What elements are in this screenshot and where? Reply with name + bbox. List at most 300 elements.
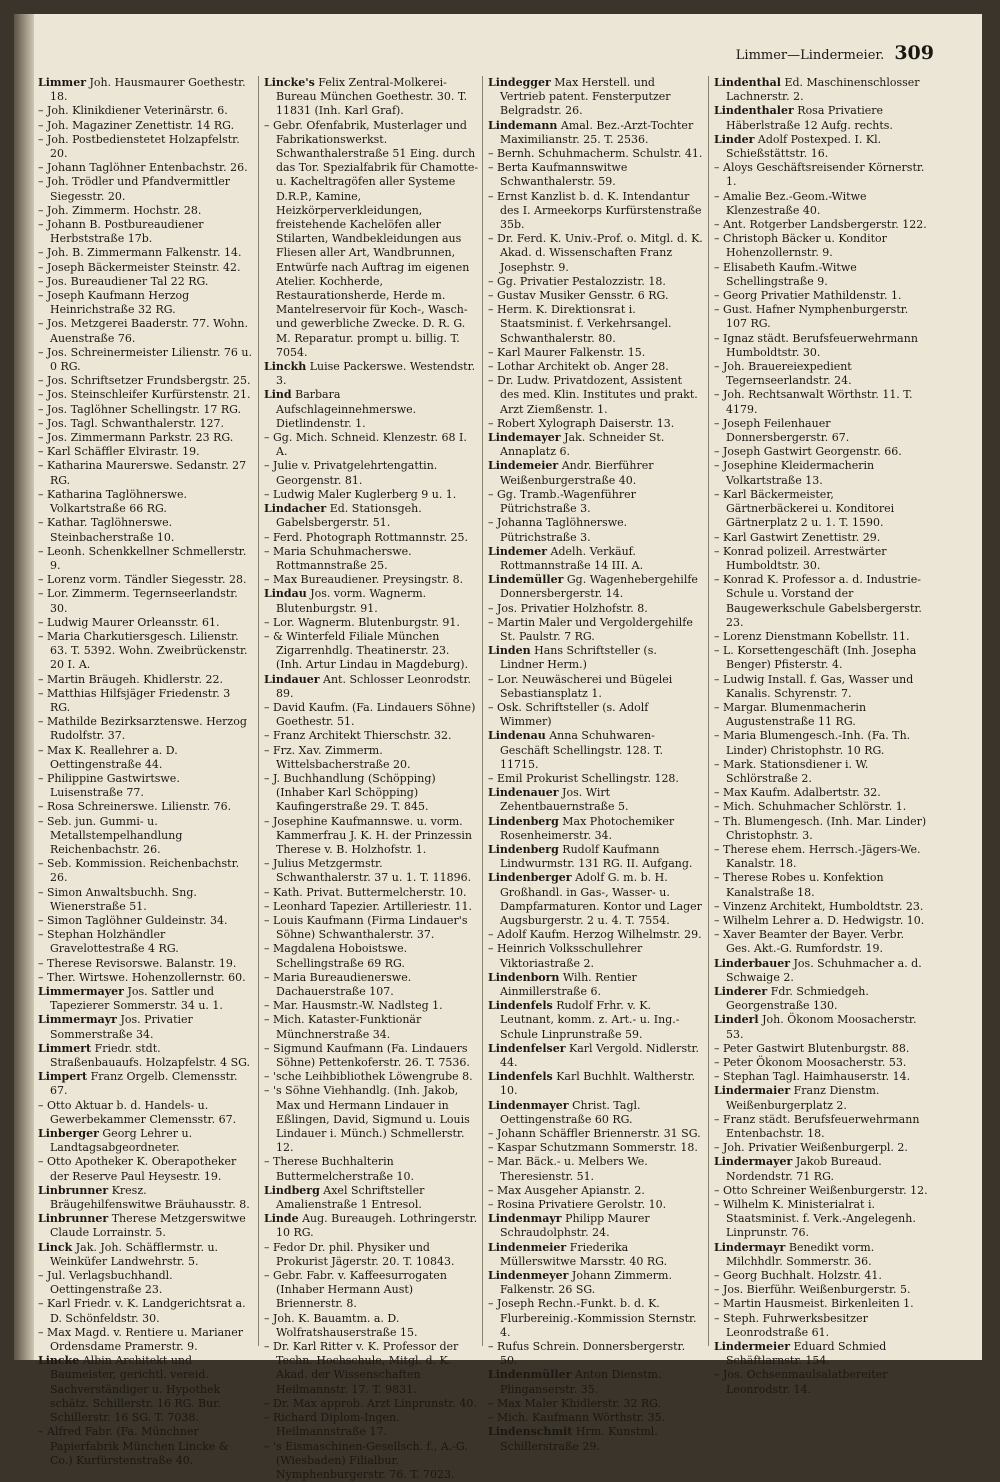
directory-entry (488, 545, 703, 573)
directory-entry (264, 1397, 479, 1411)
directory-entry (264, 573, 479, 587)
entry-text: – Max Maler Khidlerstr. 32 RG. (488, 1397, 661, 1410)
directory-entry (488, 1269, 703, 1297)
entry-text: – Matthias Hilfsjäger Friedenstr. 3 RG. (38, 687, 230, 714)
directory-entry (38, 914, 253, 928)
directory-entry (488, 772, 703, 786)
directory-entry (714, 1198, 929, 1241)
entry-text: Aug. Bureaugeh. Lothringerstr. 10 RG. (276, 1212, 477, 1239)
directory-entry (264, 531, 479, 545)
entry-text: Karl Buchhlt. Waltherstr. 10. (500, 1070, 695, 1097)
directory-entry (264, 1184, 479, 1212)
entry-surname: Linckh (264, 360, 306, 373)
entry-text: – Seb. jun. Gummi- u. Metallstempelhandlung Reichenbachstr. 26. (38, 815, 182, 856)
directory-entry (38, 985, 253, 1013)
directory-entry (488, 1411, 703, 1425)
entry-surname: Lincke's (264, 76, 315, 89)
directory-entry (488, 928, 703, 942)
entry-text: – Martin Maler und Vergoldergehilfe St. Paulstr. 7 RG. (488, 616, 693, 643)
directory-entry (38, 957, 253, 971)
directory-entry (264, 630, 479, 673)
entry-text: – Maria Bureaudienerswe. Dachauerstraße 107. (264, 971, 411, 998)
directory-entry (264, 1013, 479, 1041)
directory-entry (488, 815, 703, 843)
entry-text: – Lor. Neuwäscherei und Bügelei Sebastiansplatz 1. (488, 673, 672, 700)
entry-text: Georg Lehrer u. Landtagsabgeordneter. (50, 1127, 192, 1154)
entry-text: Adolf G. m. b. H. Großhandl. in Gas-, Wasser- u. Dampfarmaturen. Kontor und Lager Augsburgerstr. 2 u. 4. T. 7554. (500, 871, 702, 927)
entry-text: – Julie v. Privatgelehrtengattin. Georgenstr. 81. (264, 459, 437, 486)
entry-text: Jak. Joh. Schäfflermstr. u. Weinküfer Landwehrstr. 5. (50, 1241, 218, 1268)
directory-entry (714, 1013, 929, 1041)
directory-entry (488, 843, 703, 871)
entry-text: – Gebr. Ofenfabrik, Musterlager und Fabrikationswerkst. Schwanthalerstraße 51 Eing. durch das Tor. Spezialfabrik für Chamotte- u. Kacheltragöfen aller Systeme D.R.P., Kamine, Heizkörperverkleidungen, freistehende Kachelöfen aller Stilarten, Wandbekleidungen aus Fliesen aller Art, Wandbrunnen, Entwürfe nach Auftrag im eigenen Atelier. Kochherde, Restaurationsherde, Herde m. Mantelreservoir für Koch-, Wasch- und gewerbliche Zwecke. D. R. G. M. Reparatur. prompt u. billig. T. 7054. (264, 119, 478, 359)
directory-entry (264, 616, 479, 630)
directory-entry (488, 1340, 703, 1368)
column-4 (714, 76, 929, 1346)
directory-entry (488, 161, 703, 189)
directory-entry (38, 275, 253, 289)
entry-text: – 's Söhne Viehhandlg. (Inh. Jakob, Max und Hermann Lindauer in Eßlingen, David, Sigmund u. Louis Lindauer i. Münch.) Schmellerstr. 12. (264, 1084, 470, 1154)
directory-entry (38, 815, 253, 858)
directory-entry (488, 1127, 703, 1141)
directory-entry (264, 673, 479, 701)
directory-entry (488, 1368, 703, 1396)
entry-text: – Joh. Zimmerm. Hochstr. 28. (38, 204, 201, 217)
directory-entry (264, 1411, 479, 1439)
entry-text: Franz Dienstm. Weißenburgerplatz 2. (726, 1084, 879, 1111)
entry-text: – Philippine Gastwirtswe. Luisenstraße 77. (38, 772, 180, 799)
directory-entry (714, 928, 929, 956)
directory-entry (714, 1070, 929, 1084)
entry-text: Gg. Wagenhebergehilfe Donnersbergerstr. 14. (500, 573, 698, 600)
entry-text: – Karl Friedr. v. K. Landgerichtsrat a. D. Schönfeldstr. 30. (38, 1297, 246, 1324)
entry-text: – Joh. Klinikdiener Veterinärstr. 6. (38, 104, 228, 117)
directory-entry (714, 843, 929, 871)
directory-entry (488, 275, 703, 289)
directory-entry (38, 1184, 253, 1212)
directory-entry (264, 1212, 479, 1240)
entry-surname: Linde (264, 1212, 299, 1225)
directory-entry (38, 76, 253, 104)
entry-text: – Wilhelm K. Ministerialrat i. Staatsminist. f. Verk.-Angelegenh. Linprunstr. 76. (714, 1198, 916, 1239)
directory-entry (488, 673, 703, 701)
entry-text: – Lor. Zimmerm. Tegernseerlandstr. 30. (38, 587, 238, 614)
entry-text: Max Herstell. und Vertrieb patent. Fensterputzer Belgradstr. 26. (500, 76, 671, 117)
entry-text: – Otto Aktuar b. d. Handels- u. Gewerbekammer Clemensstr. 67. (38, 1099, 236, 1126)
entry-text: – Konrad polizeil. Arrestwärter Humboldtstr. 30. (714, 545, 886, 572)
entry-text: – Gg. Tramb.-Wagenführer Pütrichstraße 3. (488, 488, 636, 515)
entry-text: Felix Zentral-Molkerei-Bureau München Goethestr. 30. T. 11831 (Inh. Karl Graf). (276, 76, 467, 117)
entry-text: – Ludwig Maurer Orleansstr. 61. (38, 616, 220, 629)
page-number: 309 (894, 42, 934, 64)
directory-entry (264, 488, 479, 502)
directory-entry (264, 1070, 479, 1084)
entry-text: – Georg Buchhalt. Holzstr. 41. (714, 1269, 882, 1282)
entry-text: – Kaspar Schutzmann Sommerstr. 18. (488, 1141, 698, 1154)
entry-text: – Jos. Zimmermann Parkstr. 23 RG. (38, 431, 233, 444)
entry-text: – Maria Charkutiersgesch. Lilienstr. 63. T. 5392. Wohn. Zweibrückenstr. 20 I. A. (38, 630, 248, 671)
entry-text: – Jos. Bureaudiener Tal 22 RG. (38, 275, 208, 288)
entry-text: Rosa Privatiere Häberlstraße 12 Aufg. rechts. (726, 104, 893, 131)
entry-text: – Peter Ökonom Moosacherstr. 53. (714, 1056, 906, 1069)
directory-entry (714, 190, 929, 218)
directory-entry (38, 218, 253, 246)
entry-surname: Limmer (38, 76, 86, 89)
entry-text: – Josephine Kleidermacherin Volkartstraße 13. (714, 459, 874, 486)
directory-entry (488, 76, 703, 119)
entry-text: Jos. Wirt Zehentbauernstraße 5. (500, 786, 629, 813)
entry-text: – Lorenz vorm. Tändler Siegesstr. 28. (38, 573, 246, 586)
entry-text: – Wilhelm Lehrer a. D. Hedwigstr. 10. (714, 914, 924, 927)
directory-entry (714, 1113, 929, 1141)
entry-surname: Lindermayer (714, 1155, 792, 1168)
entry-text: – Richard Diplom-Ingen. Heilmannstraße 17. (264, 1411, 400, 1438)
entry-text: – Leonh. Schenkkellner Schmellerstr. 9. (38, 545, 246, 572)
entry-text: – Joh. Postbedienstetet Holzapfelstr. 20. (38, 133, 240, 160)
directory-entry (264, 587, 479, 615)
entry-text: Anton Dienstm. Plinganserstr. 35. (500, 1368, 661, 1395)
entry-text: – J. Buchhandlung (Schöpping) (Inhaber Karl Schöpping) Kaufingerstraße 29. T. 845. (264, 772, 436, 813)
entry-text: Wilh. Rentier Ainmillerstraße 6. (500, 971, 637, 998)
entry-text: – Jos. Tagl. Schwanthalerstr. 127. (38, 417, 224, 430)
directory-entry (264, 744, 479, 772)
directory-entry (488, 516, 703, 544)
entry-text: – Johanna Taglöhnerswe. Pütrichstraße 3. (488, 516, 627, 543)
entry-text: – Therese Robes u. Konfektion Kanalstraße 18. (714, 871, 884, 898)
directory-entry (38, 687, 253, 715)
entry-text: – Gg. Privatier Pestalozzistr. 18. (488, 275, 666, 288)
directory-entry (488, 303, 703, 346)
entry-text: – Max Magd. v. Rentiere u. Marianer Ordensdame Pramerstr. 9. (38, 1326, 243, 1353)
entry-text: Hans Schriftsteller (s. Lindner Herm.) (500, 644, 657, 671)
directory-entry (488, 701, 703, 729)
entry-text: – Ignaz städt. Berufsfeuerwehrmann Humboldtstr. 30. (714, 332, 918, 359)
entry-text: – Mich. Kataster-Funktionär Münchnerstraße 34. (264, 1013, 421, 1040)
directory-entry (264, 1269, 479, 1312)
entry-surname: Linderl (714, 1013, 759, 1026)
directory-entry (714, 786, 929, 800)
directory-entry (714, 1241, 929, 1269)
directory-entry (488, 346, 703, 360)
entry-surname: Lindacher (264, 502, 326, 515)
entry-text: – Maria Schuhmacherswe. Rottmannstraße 25. (264, 545, 412, 572)
entry-surname: Linden (488, 644, 531, 657)
entry-text: – Elisabeth Kaufm.-Witwe Schellingstraße 9. (714, 261, 857, 288)
entry-text: – Therese Revisorswe. Balanstr. 19. (38, 957, 236, 970)
entry-text: Kresz. Bräugehilfenswitwe Bräuhausstr. 8. (50, 1184, 250, 1211)
entry-text: – Xaver Beamter der Bayer. Verbr. Ges. Akt.-G. Rumfordstr. 19. (714, 928, 904, 955)
directory-entry (488, 1099, 703, 1127)
directory-entry (714, 388, 929, 416)
entry-surname: Lindenmüller (488, 1368, 571, 1381)
entry-text: Hrm. Kunstml. Schillerstraße 29. (500, 1425, 658, 1452)
entry-text: – Johann B. Postbureaudiener Herbststraße 17b. (38, 218, 204, 245)
entry-surname: Lindegger (488, 76, 551, 89)
directory-entry (38, 175, 253, 203)
entry-text: – Kath. Privat. Buttermelcherstr. 10. (264, 886, 467, 899)
directory-entry (488, 573, 703, 601)
entry-text: – Ludwig Install. f. Gas, Wasser und Kanalis. Schyrenstr. 7. (714, 673, 913, 700)
entry-text: – Margar. Blumenmacherin Augustenstraße 11 RG. (714, 701, 866, 728)
directory-entry (714, 1368, 929, 1396)
entry-text: – Karl Bäckermeister, Gärtnerbäckerei u. Konditorei Gärtnerplatz 2 u. 1. T. 1590. (714, 488, 894, 529)
entry-text: – Leonhard Tapezier. Artilleriestr. 11. (264, 900, 472, 913)
directory-entry (38, 417, 253, 431)
directory-entry (264, 1340, 479, 1397)
entry-surname: Lindauer (264, 673, 320, 686)
directory-entry (38, 857, 253, 885)
directory-entry (488, 1425, 703, 1453)
directory-entry (714, 289, 929, 303)
entry-surname: Limmert (38, 1042, 91, 1055)
directory-entry (38, 1354, 253, 1425)
directory-entry (38, 1127, 253, 1155)
entry-surname: Lindenthal (714, 76, 781, 89)
directory-entry (714, 1056, 929, 1070)
entry-text: – Franz städt. Berufsfeuerwehrmann Entenbachstr. 18. (714, 1113, 919, 1140)
directory-entry (38, 161, 253, 175)
entry-text: – Joseph Kaufmann Herzog Heinrichstraße 32 RG. (38, 289, 189, 316)
binding-gutter (14, 14, 34, 1360)
directory-entry (488, 1155, 703, 1183)
directory-entry (264, 701, 479, 729)
column-rule (708, 76, 709, 1346)
directory-entry (714, 360, 929, 388)
directory-entry (714, 1283, 929, 1297)
running-title: Limmer—Lindermeier. (736, 48, 885, 63)
entry-text: Rudolf Frhr. v. K. Leutnant, komm. z. Art.- u. Ing.-Schule Linprunstraße 59. (500, 999, 680, 1040)
directory-entry (714, 729, 929, 757)
entry-text: – Dr. Max approb. Arzt Linprunstr. 40. (264, 1397, 477, 1410)
entry-text: – Max K. Reallehrer a. D. Oettingenstraße 44. (38, 744, 178, 771)
directory-entry (38, 516, 253, 544)
directory-entry (38, 317, 253, 345)
entry-surname: Lindermeier (714, 1340, 790, 1353)
entry-text: – Ther. Wirtswe. Hohenzollernstr. 60. (38, 971, 246, 984)
directory-entry (488, 786, 703, 814)
directory-entry (714, 104, 929, 132)
entry-text: – Lor. Wagnerm. Blutenburgstr. 91. (264, 616, 460, 629)
directory-entry (488, 1241, 703, 1269)
entry-text: – Therese ehem. Herrsch.-Jägers-We. Kanalstr. 18. (714, 843, 921, 870)
entry-text: – Jos. Schreinermeister Lilienstr. 76 u. 0 RG. (38, 346, 252, 373)
directory-entry (714, 1269, 929, 1283)
entry-text: – Max Bureaudiener. Preysingstr. 8. (264, 573, 463, 586)
directory-entry (38, 772, 253, 800)
entry-text: Jak. Schneider St. Annaplatz 6. (500, 431, 664, 458)
entry-text: – Gustav Musiker Gensstr. 6 RG. (488, 289, 668, 302)
entry-text: – Joh. K. Bauamtm. a. D. Wolfratshauserstraße 15. (264, 1312, 418, 1339)
directory-entry (714, 531, 929, 545)
entry-text: – Jos. Privatier Holzhofstr. 8. (488, 602, 648, 615)
directory-entry (264, 1042, 479, 1070)
entry-text: Axel Schriftsteller Amalienstraße 1 Entresol. (276, 1184, 424, 1211)
entry-surname: Lindenthaler (714, 104, 794, 117)
entry-text: – Mich. Schuhmacher Schlörstr. 1. (714, 800, 906, 813)
directory-entry (488, 1042, 703, 1070)
directory-entry (38, 104, 253, 118)
entry-text: – Dr. Karl Ritter v. K. Professor der Techn. Hochschule, Mitgl. d. K. Akad. der Wissenschaften Heilmannstr. 17. T. 9831. (264, 1340, 458, 1396)
directory-entry (38, 459, 253, 487)
entry-text: – Julius Metzgermstr. Schwanthalerstr. 37 u. 1. T. 11896. (264, 857, 471, 884)
directory-entry (488, 119, 703, 147)
directory-entry (264, 815, 479, 858)
entry-text: – Lorenz Dienstmann Kobellstr. 11. (714, 630, 909, 643)
directory-entry (714, 218, 929, 232)
directory-entry (714, 630, 929, 644)
entry-surname: Linder (714, 133, 754, 146)
entry-surname: Lindemeier (488, 459, 558, 472)
entry-text: – Jul. Verlagsbuchhandl. Oettingenstraße 23. (38, 1269, 173, 1296)
entry-text: – Jos. Schriftsetzer Frundsbergstr. 25. (38, 374, 251, 387)
directory-entry (264, 729, 479, 743)
entry-surname: Lindermayr (714, 1241, 785, 1254)
directory-entry (488, 999, 703, 1042)
entry-surname: Lindenfelser (488, 1042, 566, 1055)
entry-surname: Lindenfels (488, 999, 553, 1012)
entry-text: – Lothar Architekt ob. Anger 28. (488, 360, 669, 373)
directory-entry (488, 488, 703, 516)
directory-entry (714, 815, 929, 843)
directory-entry (264, 1241, 479, 1269)
entry-surname: Lindberg (264, 1184, 320, 1197)
entry-text: Therese Metzgerswitwe Claude Lorrainstr. 5. (50, 1212, 246, 1239)
directory-entry (488, 1141, 703, 1155)
directory-entry (714, 1141, 929, 1155)
directory-entry (38, 673, 253, 687)
directory-entry (488, 431, 703, 459)
entry-text: – 'sche Leihbibliothek Löwengrube 8. (264, 1070, 473, 1083)
directory-entry (714, 644, 929, 672)
directory-entry (264, 388, 479, 431)
entry-text: – Joh. Trödler und Pfandvermittler Siegesstr. 20. (38, 175, 230, 202)
entry-surname: Lindenberg (488, 843, 559, 856)
directory-entry (714, 1042, 929, 1056)
entry-text: Franz Orgelb. Clemensstr. 67. (50, 1070, 238, 1097)
directory-entry (264, 1440, 479, 1482)
directory-entry (38, 1269, 253, 1297)
directory-entry (38, 445, 253, 459)
directory-entry (264, 1084, 479, 1155)
directory-entry (38, 204, 253, 218)
entry-text: – Mar. Bäck.- u. Melbers We. Theresienstr. 51. (488, 1155, 648, 1182)
directory-entry (38, 1042, 253, 1070)
entry-surname: Limmermayr (38, 1013, 117, 1026)
directory-entry (38, 545, 253, 573)
entry-text: – 's Eismaschinen-Gesellsch. f., A.-G. (Wiesbaden) Filialbur. Nymphenburgerstr. 76. T. 7023. (264, 1440, 468, 1481)
directory-entry (264, 1155, 479, 1183)
entry-text: Adelh. Verkäuf. Rottmannstraße 14 III. A. (500, 545, 643, 572)
directory-entry (38, 800, 253, 814)
entry-text: Fdr. Schmiedgeh. Georgenstraße 130. (726, 985, 869, 1012)
entry-text: Max Photochemiker Rosenheimerstr. 34. (500, 815, 674, 842)
entry-text: – Johann Schäffler Briennerstr. 31 SG. (488, 1127, 701, 1140)
entry-text: Ed. Maschinenschlosser Lachnerstr. 2. (726, 76, 920, 103)
entry-text: – Katharina Maurerswe. Sedanstr. 27 RG. (38, 459, 246, 486)
entry-text: – Jos. Taglöhner Schellingstr. 17 RG. (38, 403, 241, 416)
entry-surname: Linck (38, 1241, 72, 1254)
directory-entry (488, 616, 703, 644)
entry-surname: Lindau (264, 587, 307, 600)
directory-entry (38, 1155, 253, 1183)
entry-surname: Lindenmayr (488, 1212, 562, 1225)
directory-entry (38, 261, 253, 275)
directory-entry (264, 999, 479, 1013)
entry-text: – Aloys Geschäftsreisender Körnerstr. 1. (714, 161, 924, 188)
directory-entry (714, 488, 929, 531)
directory-entry (488, 1397, 703, 1411)
directory-entry (264, 857, 479, 885)
entry-surname: Lindemer (488, 545, 547, 558)
directory-entry (264, 459, 479, 487)
directory-entry (488, 644, 703, 672)
directory-entry (488, 1198, 703, 1212)
entry-text: – Vinzenz Architekt, Humboldtstr. 23. (714, 900, 923, 913)
directory-entry (38, 1212, 253, 1240)
directory-entry (488, 971, 703, 999)
entry-text: – Karl Gastwirt Zenettistr. 29. (714, 531, 880, 544)
directory-entry (488, 147, 703, 161)
directory-entry (714, 900, 929, 914)
entry-text: Jakob Bureaud. Nordendstr. 71 RG. (726, 1155, 882, 1182)
entry-text: Jos. Privatier Sommerstraße 34. (50, 1013, 193, 1040)
entry-text: – Gebr. Fabr. v. Kaffeesurrogaten (Inhaber Hermann Aust) Briennerstr. 8. (264, 1269, 447, 1310)
entry-text: – Jos. Ochsenmaulsalatbereiter Leonrodstr. 14. (714, 1368, 888, 1395)
directory-entry (264, 886, 479, 900)
column-rule (482, 76, 483, 1346)
entry-text: – Magdalena Hoboistswe. Schellingstraße 69 RG. (264, 942, 407, 969)
directory-entry (714, 261, 929, 289)
entry-surname: Lindenau (488, 729, 546, 742)
entry-text: Adolf Postexped. I. Kl. Schießstättstr. 16. (726, 133, 881, 160)
entry-text: – David Kaufm. (Fa. Lindauers Söhne) Goethestr. 51. (264, 701, 475, 728)
directory-entry (264, 914, 479, 942)
entry-text: – Karl Maurer Falkenstr. 15. (488, 346, 645, 359)
entry-text: – L. Korsettengeschäft (Inh. Josepha Benger) Pfisterstr. 4. (714, 644, 916, 671)
entry-text: – Joseph Feilenhauer Donnersbergerstr. 67. (714, 417, 849, 444)
directory-entry (264, 772, 479, 815)
entry-surname: Lindenmeier (488, 1241, 566, 1254)
entry-text: – Simon Taglöhner Guldeinstr. 34. (38, 914, 228, 927)
directory-entry (488, 360, 703, 374)
entry-text: – Joh. Brauereiexpedient Tegernseerlandstr. 24. (714, 360, 852, 387)
entry-surname: Linderer (714, 985, 767, 998)
entry-text: Friederika Müllerswitwe Marsstr. 40 RG. (500, 1241, 667, 1268)
entry-text: – Jos. Steinschleifer Kurfürstenstr. 21. (38, 388, 251, 401)
directory-entry (38, 374, 253, 388)
entry-text: Jos. vorm. Wagnerm. Blutenburgstr. 91. (276, 587, 426, 614)
directory-entry (38, 388, 253, 402)
entry-text: – Ernst Kanzlist b. d. K. Intendantur des I. Armeekorps Kurfürstenstraße 35b. (488, 190, 702, 231)
entry-text: – Joh. B. Zimmermann Falkenstr. 14. (38, 246, 241, 259)
entry-text: Anna Schuhwaren-Geschäft Schellingstr. 128. T. 11715. (500, 729, 663, 770)
directory-entry (488, 729, 703, 772)
directory-entry (488, 374, 703, 417)
entry-text: – Martin Bräugeh. Khidlerstr. 22. (38, 673, 223, 686)
directory-entry (714, 232, 929, 260)
entry-text: – Martin Hausmeist. Birkenleiten 1. (714, 1297, 914, 1310)
directory-entry (38, 289, 253, 317)
directory-entry (714, 303, 929, 331)
directory-entry (38, 1099, 253, 1127)
entry-surname: Lindenmayer (488, 1099, 569, 1112)
entry-text: – Maria Blumengesch.-Inh. (Fa. Th. Linder) Christophstr. 10 RG. (714, 729, 910, 756)
entry-text: – Johann Taglöhner Entenbachstr. 26. (38, 161, 248, 174)
entry-text: – & Winterfeld Filiale München Zigarrenhdlg. Theatinerstr. 23. (Inh. Artur Lindau in Magdeburg). (264, 630, 468, 671)
entry-text: – Seb. Kommission. Reichenbachstr. 26. (38, 857, 239, 884)
directory-entry (714, 871, 929, 899)
directory-entry (714, 1297, 929, 1311)
